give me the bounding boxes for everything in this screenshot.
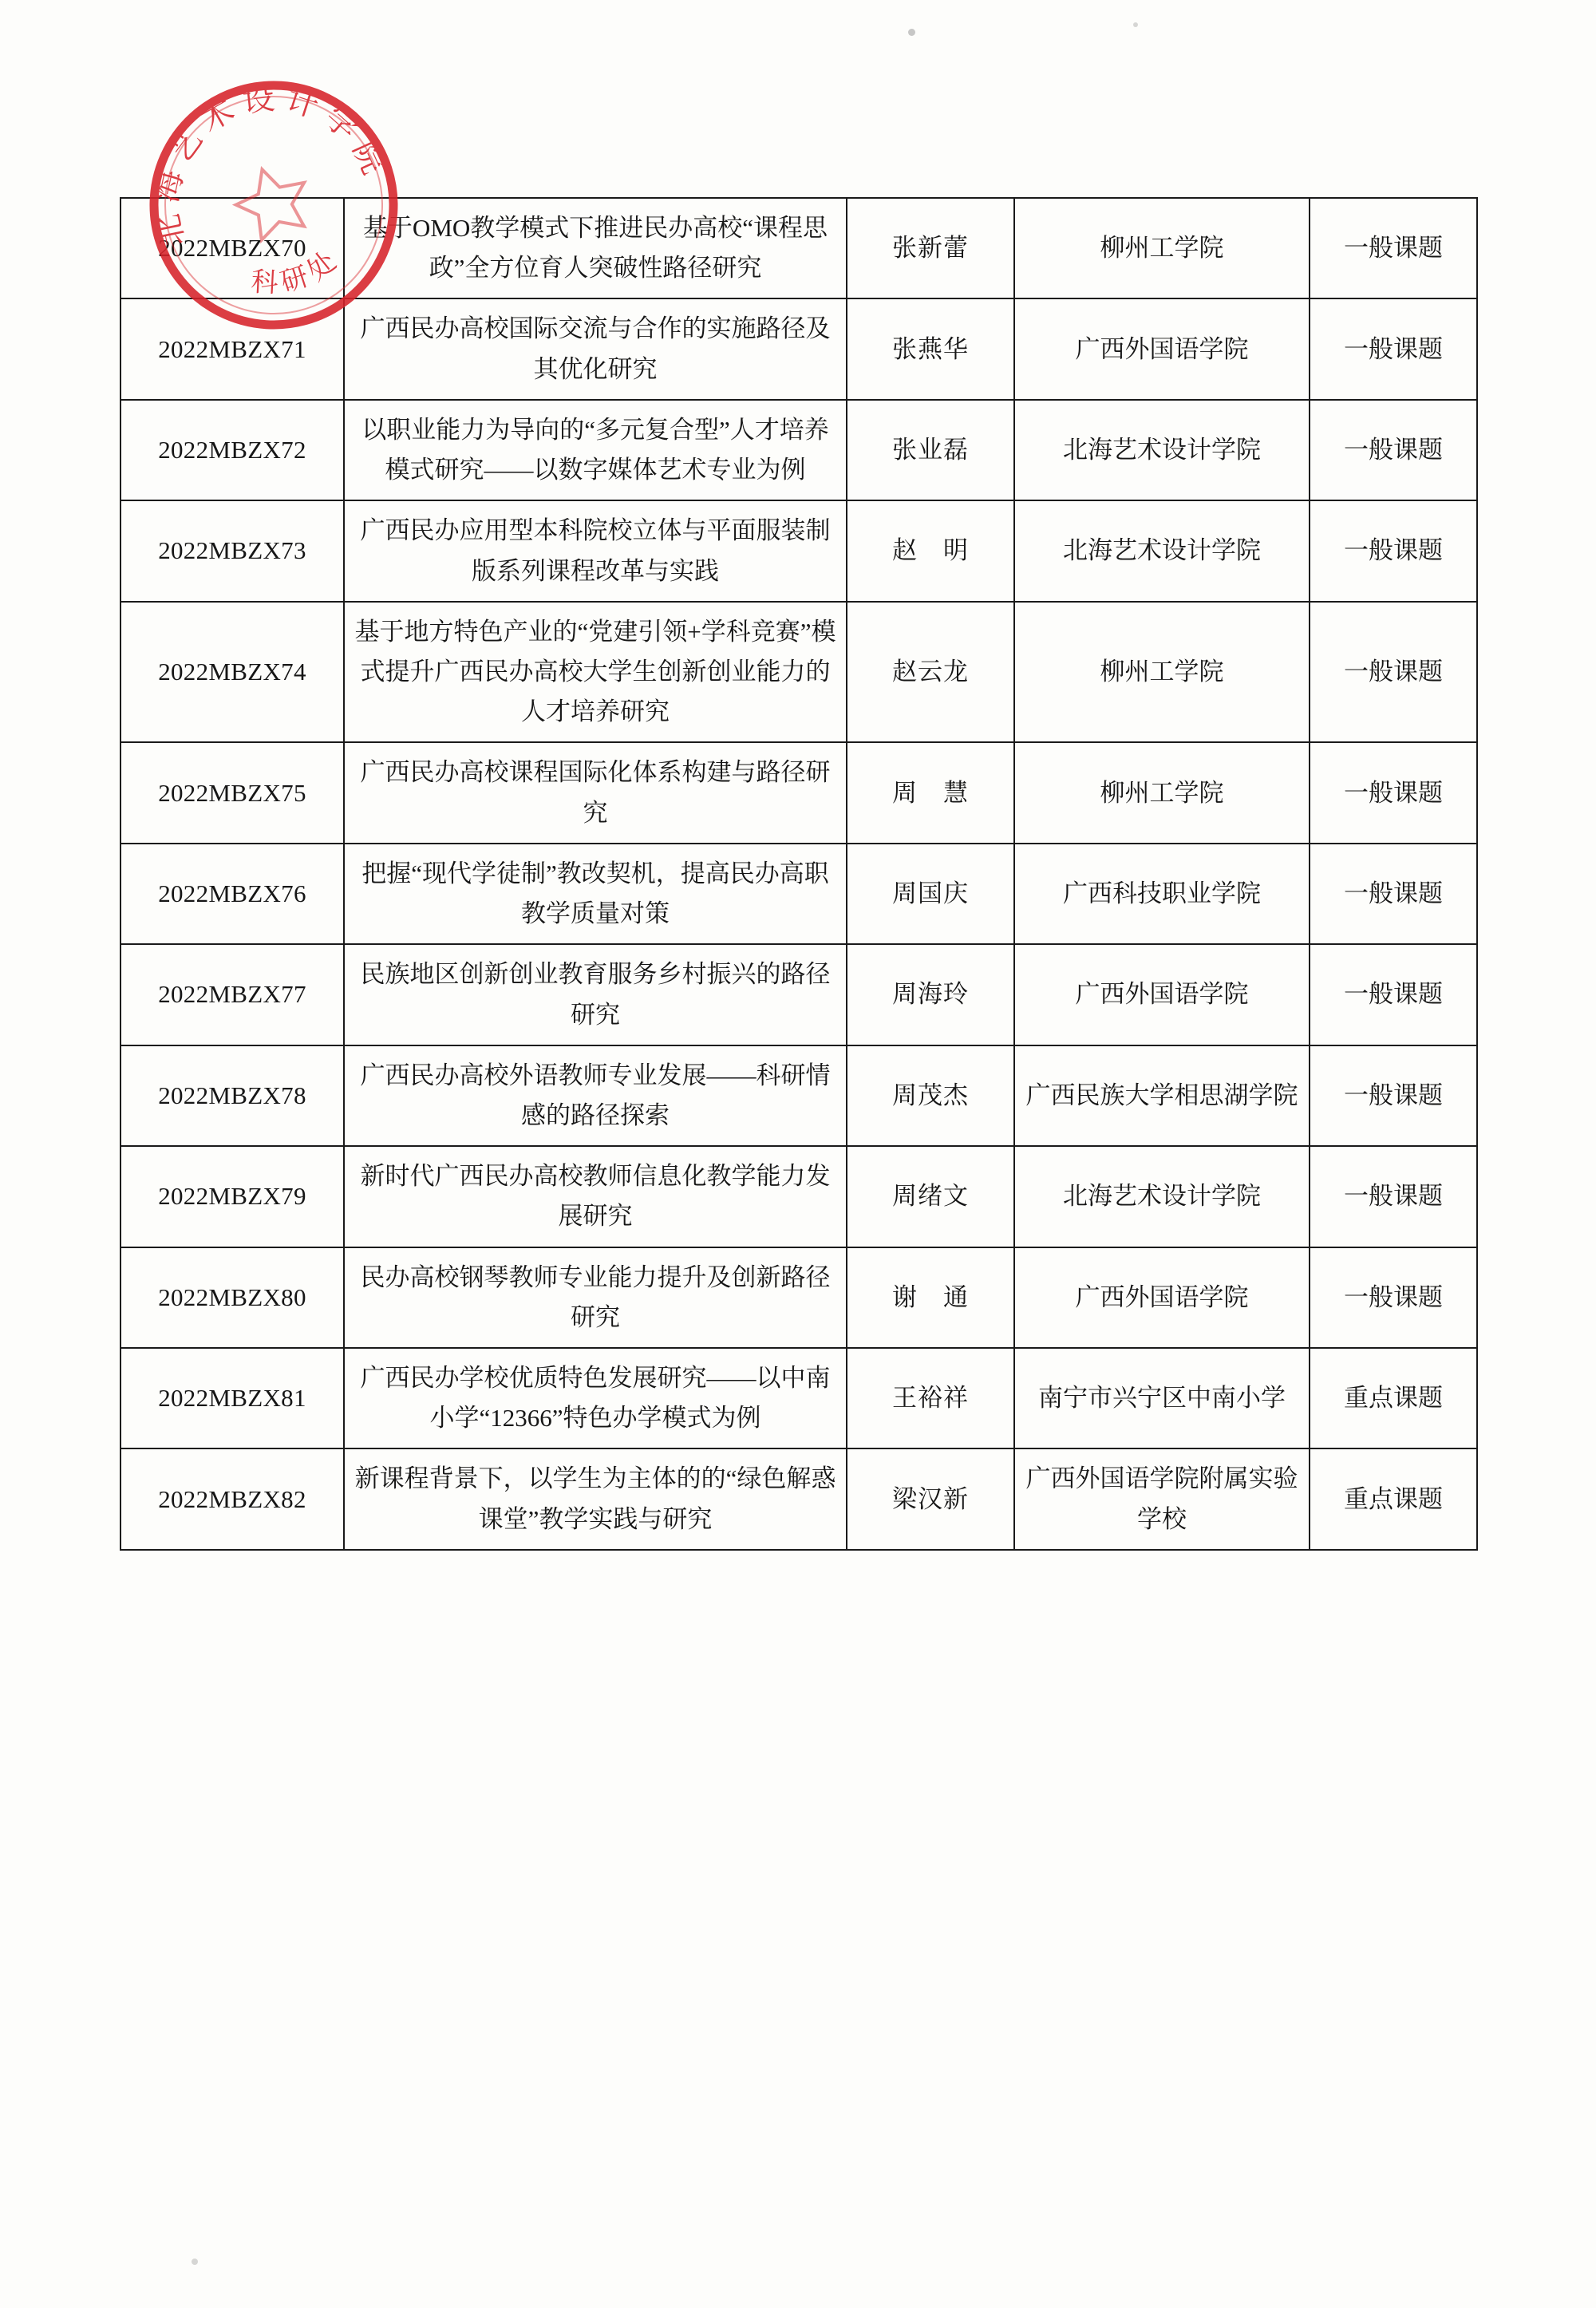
table-row (120, 844, 1477, 944)
project-code: 2022MBZX74 (120, 602, 344, 743)
project-organization: 广西外国语学院附属实验学校 (1014, 1448, 1310, 1549)
project-leader: 赵 明 (847, 500, 1014, 601)
project-title: 民办高校钢琴教师专业能力提升及创新路径研究 (344, 1247, 847, 1348)
project-code: 2022MBZX72 (120, 400, 344, 500)
project-leader: 王裕祥 (847, 1348, 1014, 1448)
project-title: 广西民办学校优质特色发展研究——以中南小学“12366”特色办学模式为例 (344, 1348, 847, 1448)
project-category: 重点课题 (1310, 1448, 1477, 1549)
project-category: 一般课题 (1310, 198, 1477, 298)
scan-artifact-dot (192, 2259, 198, 2265)
project-organization: 柳州工学院 (1014, 602, 1310, 743)
project-title: 新课程背景下，以学生为主体的的“绿色解惑课堂”教学实践与研究 (344, 1448, 847, 1549)
svg-text:北海艺术设计学院: 北海艺术设计学院 (148, 79, 396, 250)
table-row (120, 1348, 1477, 1448)
project-leader: 周茂杰 (847, 1045, 1014, 1146)
project-leader: 张燕华 (847, 298, 1014, 399)
project-organization: 柳州工学院 (1014, 742, 1310, 843)
table-row (120, 400, 1477, 500)
project-category: 一般课题 (1310, 500, 1477, 601)
project-code: 2022MBZX80 (120, 1247, 344, 1348)
table-row (120, 1045, 1477, 1146)
project-leader: 赵云龙 (847, 602, 1014, 743)
project-leader: 张新蕾 (847, 198, 1014, 298)
project-title: 广西民办高校国际交流与合作的实施路径及其优化研究 (344, 298, 847, 399)
project-code: 2022MBZX82 (120, 1448, 344, 1549)
svg-text:科研处: 科研处 (250, 243, 347, 299)
scan-artifact-dot (908, 29, 915, 36)
project-category: 一般课题 (1310, 742, 1477, 843)
table-row (120, 1448, 1477, 1549)
project-leader: 谢 通 (847, 1247, 1014, 1348)
project-code: 2022MBZX78 (120, 1045, 344, 1146)
project-category: 一般课题 (1310, 1045, 1477, 1146)
project-category: 一般课题 (1310, 602, 1477, 743)
table-row (120, 742, 1477, 843)
project-category: 一般课题 (1310, 944, 1477, 1045)
table-row (120, 1146, 1477, 1247)
project-category: 一般课题 (1310, 1247, 1477, 1348)
scan-artifact-dot (1133, 22, 1138, 27)
project-organization: 北海艺术设计学院 (1014, 1146, 1310, 1247)
project-title: 民族地区创新创业教育服务乡村振兴的路径研究 (344, 944, 847, 1045)
project-organization: 北海艺术设计学院 (1014, 400, 1310, 500)
project-organization: 广西外国语学院 (1014, 944, 1310, 1045)
project-leader: 梁汉新 (847, 1448, 1014, 1549)
project-title: 基于OMO教学模式下推进民办高校“课程思政”全方位育人突破性路径研究 (344, 198, 847, 298)
project-list-table (120, 197, 1478, 1551)
project-code: 2022MBZX70 (120, 198, 344, 298)
project-organization: 北海艺术设计学院 (1014, 500, 1310, 601)
project-leader: 周 慧 (847, 742, 1014, 843)
project-title: 新时代广西民办高校教师信息化教学能力发展研究 (344, 1146, 847, 1247)
project-title: 以职业能力为导向的“多元复合型”人才培养模式研究——以数字媒体艺术专业为例 (344, 400, 847, 500)
project-organization: 南宁市兴宁区中南小学 (1014, 1348, 1310, 1448)
project-title: 把握“现代学徒制”教改契机，提高民办高职教学质量对策 (344, 844, 847, 944)
project-category: 一般课题 (1310, 400, 1477, 500)
project-organization: 广西民族大学相思湖学院 (1014, 1045, 1310, 1146)
project-category: 重点课题 (1310, 1348, 1477, 1448)
project-code: 2022MBZX77 (120, 944, 344, 1045)
table-row (120, 944, 1477, 1045)
project-organization: 广西科技职业学院 (1014, 844, 1310, 944)
table-row (120, 1247, 1477, 1348)
project-title: 广西民办高校课程国际化体系构建与路径研究 (344, 742, 847, 843)
project-leader: 周绪文 (847, 1146, 1014, 1247)
table-row (120, 602, 1477, 743)
project-organization: 广西外国语学院 (1014, 1247, 1310, 1348)
project-title: 广西民办高校外语教师专业发展——科研情感的路径探索 (344, 1045, 847, 1146)
project-title: 广西民办应用型本科院校立体与平面服装制版系列课程改革与实践 (344, 500, 847, 601)
project-leader: 周国庆 (847, 844, 1014, 944)
project-category: 一般课题 (1310, 298, 1477, 399)
table-row (120, 500, 1477, 601)
project-code: 2022MBZX71 (120, 298, 344, 399)
project-code: 2022MBZX76 (120, 844, 344, 944)
table-row (120, 298, 1477, 399)
project-organization: 广西外国语学院 (1014, 298, 1310, 399)
project-code: 2022MBZX79 (120, 1146, 344, 1247)
project-code: 2022MBZX81 (120, 1348, 344, 1448)
project-category: 一般课题 (1310, 1146, 1477, 1247)
project-code: 2022MBZX73 (120, 500, 344, 601)
project-code: 2022MBZX75 (120, 742, 344, 843)
project-leader: 张业磊 (847, 400, 1014, 500)
project-organization: 柳州工学院 (1014, 198, 1310, 298)
project-title: 基于地方特色产业的“党建引领+学科竞赛”模式提升广西民办高校大学生创新创业能力的人才培养研究 (344, 602, 847, 743)
project-category: 一般课题 (1310, 844, 1477, 944)
project-list-table-container (120, 197, 1476, 1551)
table-row (120, 198, 1477, 298)
project-leader: 周海玲 (847, 944, 1014, 1045)
